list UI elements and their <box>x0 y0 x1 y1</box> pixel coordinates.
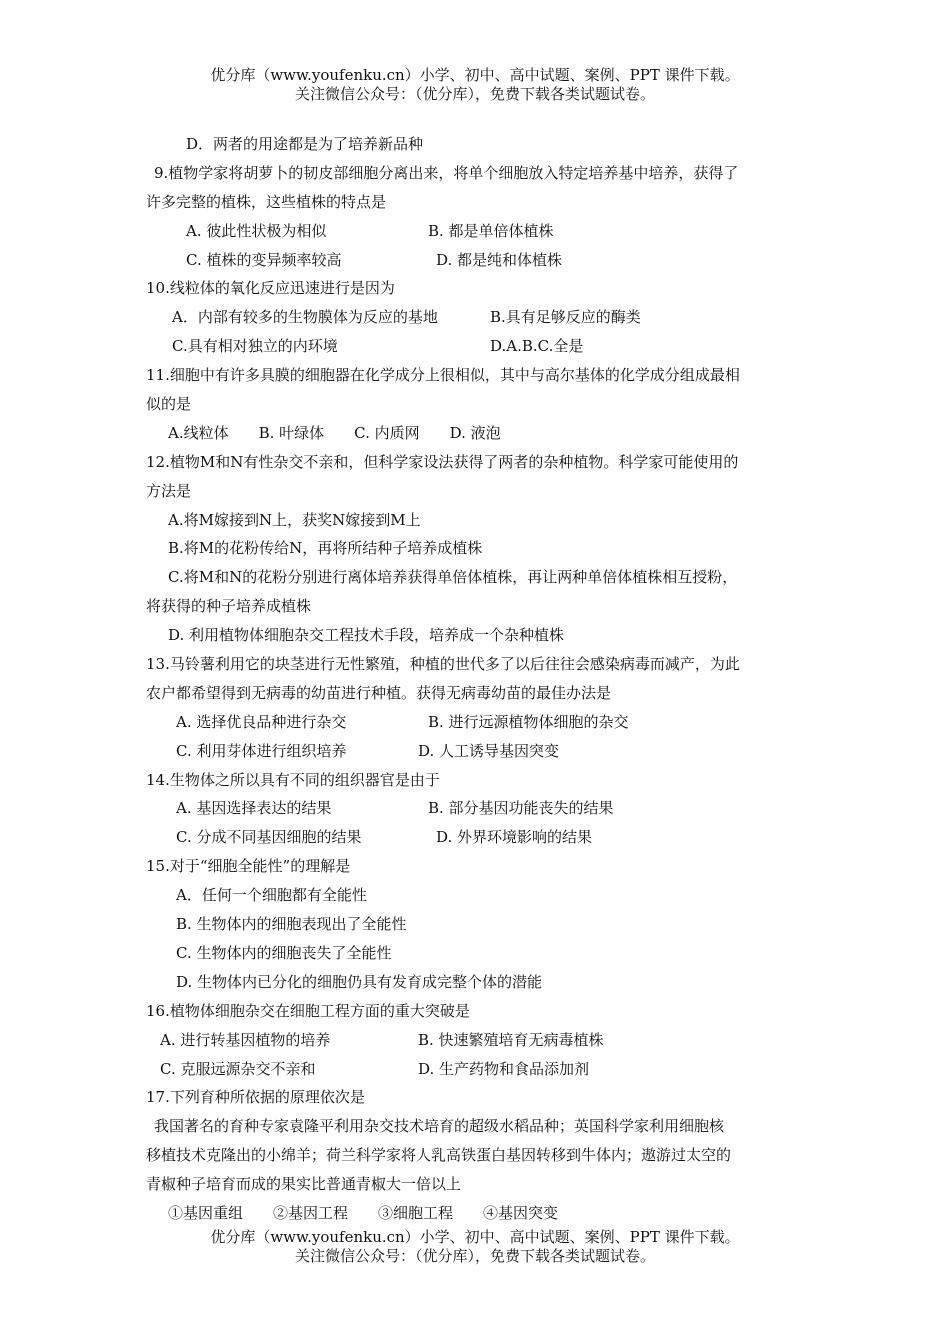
text-line <box>146 1055 816 1084</box>
option-text: D. 人工诱导基因突变 <box>418 741 560 760</box>
option-text: B. 部分基因功能丧失的结果 <box>428 799 614 818</box>
option-text: A．内部有较多的生物膜体为反应的基地 <box>172 308 438 327</box>
option-text: A. 基因选择表达的结果 <box>176 799 332 818</box>
header-line-2: 关注微信公众号：（优分库），免费下载各类试题试卷。 <box>294 85 655 103</box>
option-text: A. 进行转基因植物的培养 <box>160 1030 331 1049</box>
text-line: 我国著名的育种专家袁隆平利用杂交技术培育的超级水稻品种；英国科学家利用细胞核 <box>154 1117 725 1136</box>
footer-line-1: 优分库（www.youfenku.cn）小学、初中、高中试题、案例、PPT 课件下载。 <box>210 1228 740 1246</box>
option-text: B. 快速繁殖培育无病毒植株 <box>418 1030 604 1049</box>
option-text: C. 植株的变异频率较高 <box>186 250 342 269</box>
text-line <box>146 246 816 275</box>
text-line <box>146 303 816 332</box>
footer-line-2: 关注微信公众号：（优分库），免费下载各类试题试卷。 <box>294 1247 655 1265</box>
text-line: D. 生物体内已分化的细胞仍具有发育成完整个体的潜能 <box>176 972 543 991</box>
option-text: C. 克服远源杂交不亲和 <box>160 1059 316 1078</box>
question-body <box>146 130 816 1228</box>
text-line: B. 生物体内的细胞表现出了全能性 <box>176 915 407 934</box>
page-footer <box>0 1228 950 1266</box>
text-line <box>146 708 816 737</box>
text-line: 15.对于“细胞全能性”的理解是 <box>146 857 351 876</box>
text-line: A.将M嫁接到N上，获奖N嫁接到M上 <box>168 510 421 529</box>
text-line: 许多完整的植株，这些植株的特点是 <box>146 192 387 211</box>
text-line: 12.植物M和N有性杂交不亲和，但科学家设法获得了两者的杂种植物。科学家可能使用的 <box>146 452 739 471</box>
text-line: A．任何一个细胞都有全能性 <box>176 886 367 905</box>
text-line <box>146 737 816 766</box>
text-line: C. 生物体内的细胞丧失了全能性 <box>176 943 392 962</box>
text-line: ①基因重组 ②基因工程 ③细胞工程 ④基因突变 <box>168 1203 559 1222</box>
text-line: 13.马铃薯利用它的块茎进行无性繁殖，种植的世代多了以后往往会感染病毒而减产，为此 <box>146 655 740 674</box>
option-text: D. 外界环境影响的结果 <box>436 828 593 847</box>
option-text: C. 分成不同基因细胞的结果 <box>176 828 362 847</box>
text-line: 17.下列育种所依据的原理依次是 <box>146 1088 365 1107</box>
text-line: 9.植物学家将胡萝卜的韧皮部细胞分离出来，将单个细胞放入特定培养基中培养，获得了 <box>154 163 739 182</box>
text-line: C.将M和N的花粉分别进行离体培养获得单倍体植株，再让两种单倍体植株相互授粉， <box>168 568 738 587</box>
text-line <box>146 217 816 246</box>
text-line: 11.细胞中有许多具膜的细胞器在化学成分上很相似，其中与高尔基体的化学成分组成最相 <box>146 366 740 385</box>
text-line: 16.植物体细胞杂交在细胞工程方面的重大突破是 <box>146 1001 470 1020</box>
text-line: 似的是 <box>146 395 192 414</box>
text-line: 10.线粒体的氧化反应迅速进行是因为 <box>146 279 395 298</box>
header-line-1: 优分库（www.youfenku.cn）小学、初中、高中试题、案例、PPT 课件下载。 <box>210 66 740 84</box>
text-line: A.线粒体 B. 叶绿体 C. 内质网 D. 液泡 <box>168 423 501 442</box>
text-line <box>146 823 816 852</box>
text-line: 农户都希望得到无病毒的幼苗进行种植。获得无病毒幼苗的最佳办法是 <box>146 683 612 702</box>
text-line: 青椒种子培育而成的果实比普通青椒大一倍以上 <box>146 1175 462 1194</box>
page-header <box>0 66 950 104</box>
option-text: C. 利用芽体进行组织培养 <box>176 741 347 760</box>
text-line <box>146 1026 816 1055</box>
text-line: 将获得的种子培养成植株 <box>146 597 312 616</box>
text-line: D. 利用植物体细胞杂交工程技术手段，培养成一个杂种植株 <box>168 626 565 645</box>
option-text: B.具有足够反应的酶类 <box>490 308 641 327</box>
text-line <box>146 794 816 823</box>
option-text: B. 都是单倍体植株 <box>428 221 554 240</box>
text-line: D．两者的用途都是为了培养新品种 <box>186 135 424 153</box>
option-text: B. 进行远源植物体细胞的杂交 <box>428 712 629 731</box>
option-text: D.A.B.C.全是 <box>490 337 584 356</box>
option-text: A. 彼此性状极为相似 <box>186 221 327 240</box>
option-text: D. 都是纯和体植株 <box>436 250 563 269</box>
text-line: B.将M的花粉传给N，再将所结种子培养成植株 <box>168 539 483 558</box>
text-line: 方法是 <box>146 481 192 500</box>
option-text: D. 生产药物和食品添加剂 <box>418 1059 590 1078</box>
text-line: 14.生物体之所以具有不同的组织器官是由于 <box>146 770 440 789</box>
option-text: C.具有相对独立的内环境 <box>172 337 338 356</box>
text-line <box>146 332 816 361</box>
text-line: 移植技术克隆出的小绵羊；荷兰科学家将人乳高铁蛋白基因转移到牛体内；遨游过太空的 <box>146 1146 732 1165</box>
option-text: A. 选择优良品种进行杂交 <box>176 712 347 731</box>
